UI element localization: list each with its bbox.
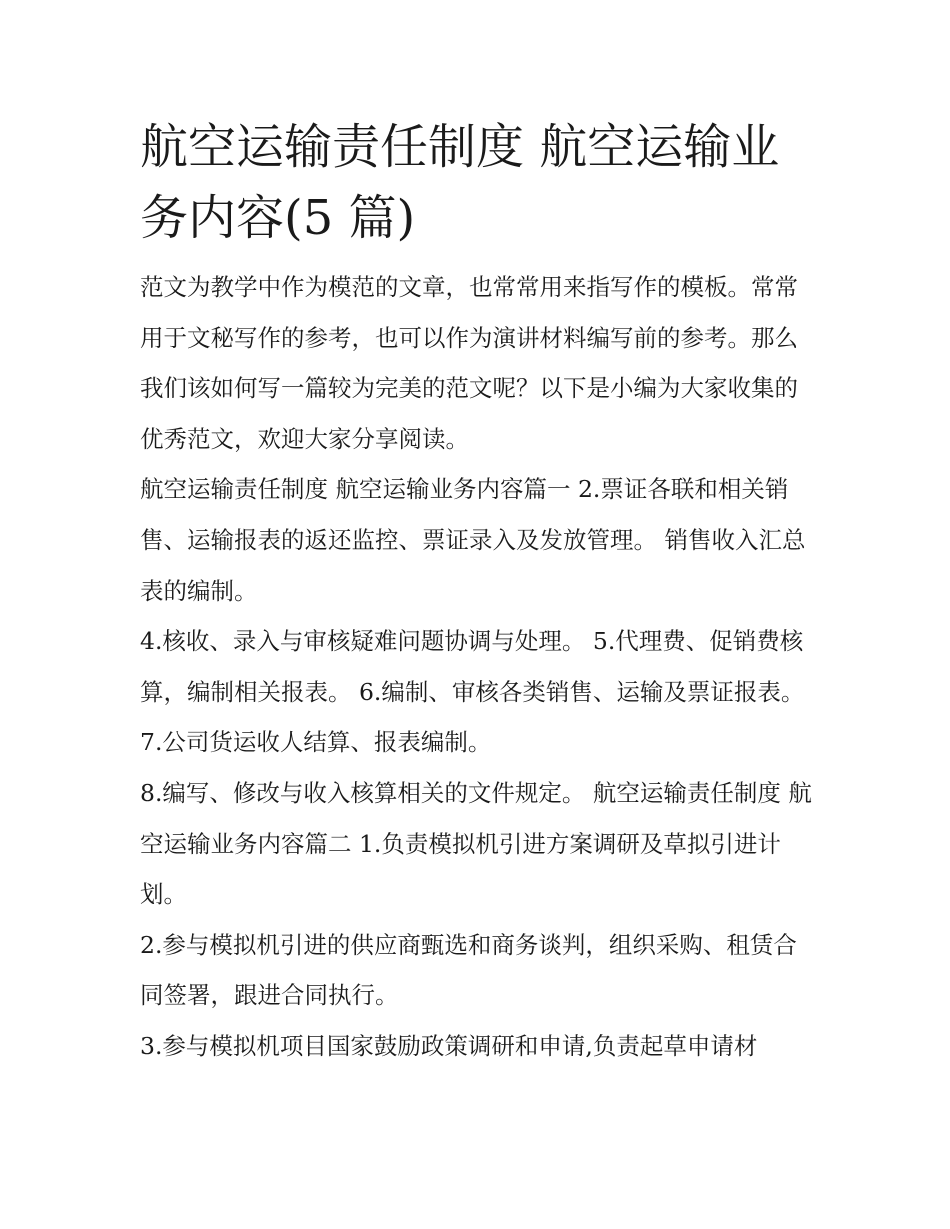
- document-page: [140, 112, 815, 1072]
- paragraph-article-1: 航空运输责任制度 航空运输业务内容篇一 2.票证各联和相关销售、运输报表的返还监控、票证录入及发放管理。 销售收入汇总表的编制。: [140, 475, 806, 605]
- paragraph-article-2: 8.编写、修改与收入核算相关的文件规定。 航空运输责任制度 航空运输业务内容篇二 1.负责模拟机引进方案调研及草拟引进计划。: [140, 778, 812, 909]
- paragraph-intro: 范文为教学中作为模范的文章，也常常用来指写作的模板。常常用于文秘写作的参考，也可以作为演讲材料编写前的参考。那么我们该如何写一篇较为完美的范文呢？以下是小编为大家收集的优秀范文，欢迎大家分享阅读。: [140, 273, 798, 453]
- paragraph-duties-4-7: 4.核收、录入与审核疑难问题协调与处理。 5.代理费、促销费核算，编制相关报表。 6.编制、审核各类销售、运输及票证报表。 7.公司货运收人结算、报表编制。: [140, 627, 805, 757]
- paragraph-duty-3: 3.参与模拟机项目国家鼓励政策调研和申请,负责起草申请材: [140, 1031, 758, 1060]
- document-title: 航空运输责任制度 航空运输业务内容(5 篇): [140, 119, 780, 246]
- paragraph-duty-2: 2.参与模拟机引进的供应商甄选和商务谈判，组织采购、租赁合同签署，跟进合同执行。: [140, 930, 797, 1010]
